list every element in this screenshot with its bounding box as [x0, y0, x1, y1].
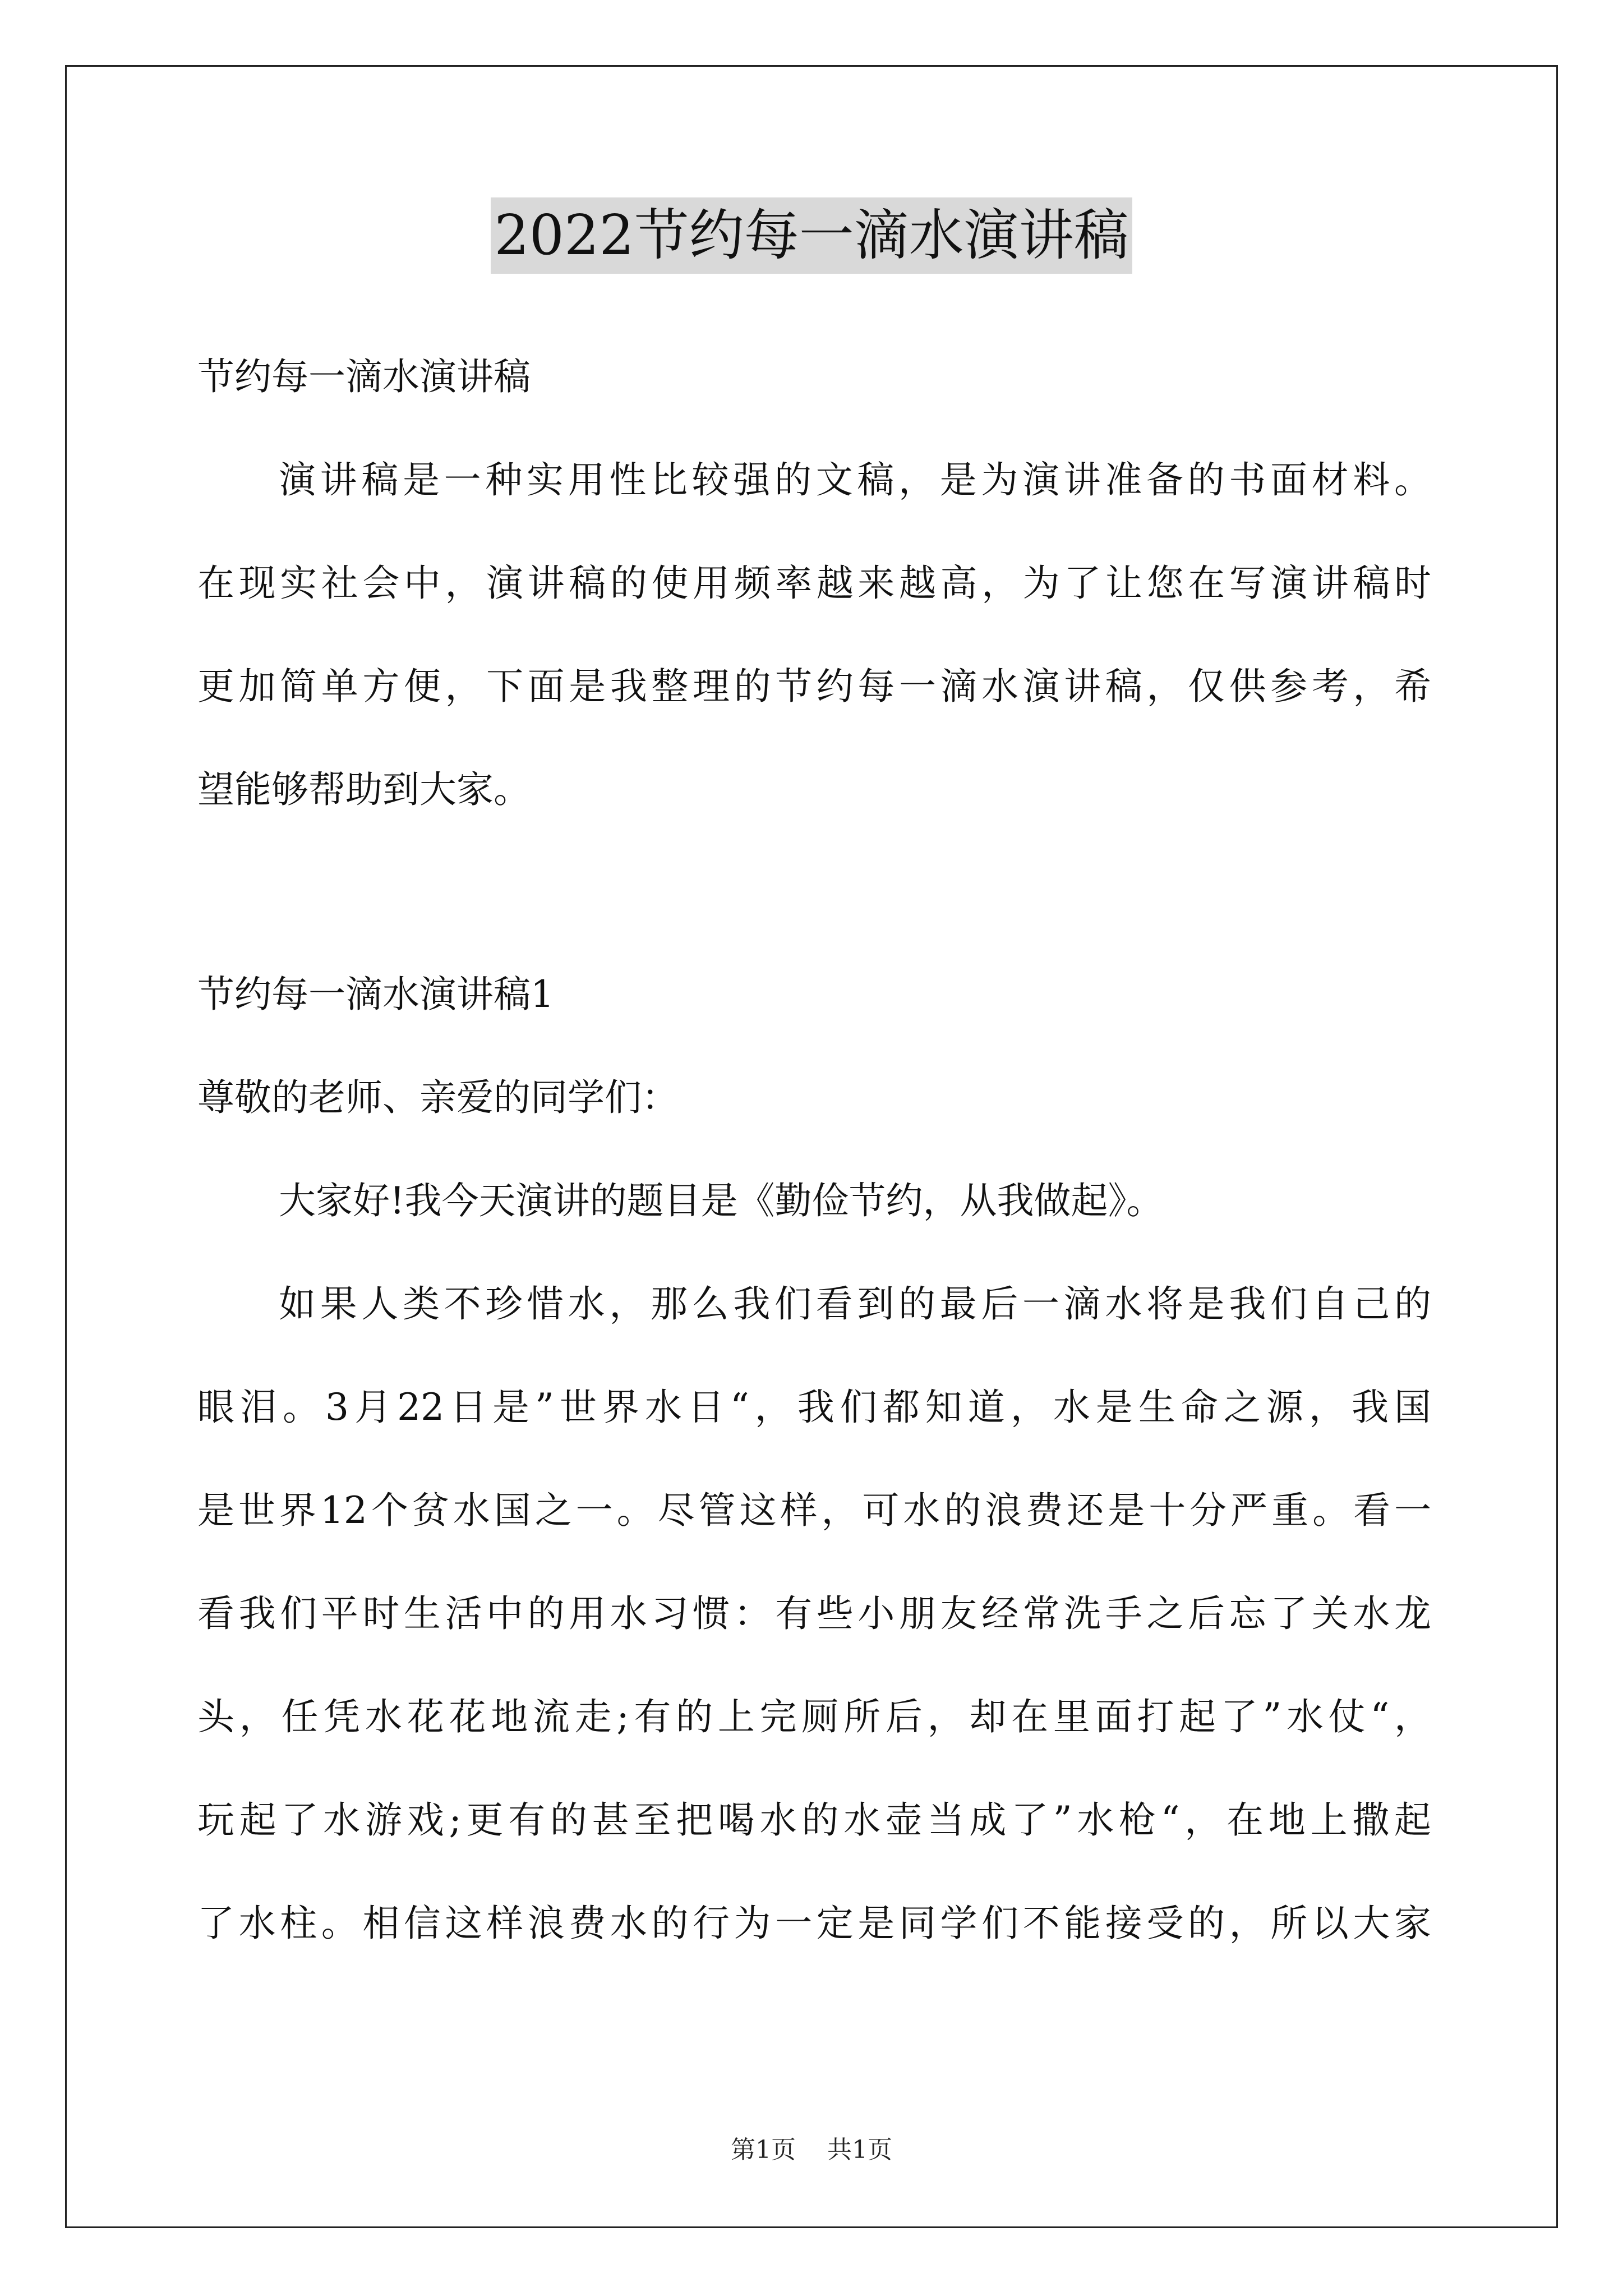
paragraph-line: 了水柱。相信这样浪费水的行为一定是同学们不能接受的，所以大家 [197, 1902, 1431, 1945]
paragraph-line: 玩起了水游戏;更有的甚至把喝水的水壶当成了”水枪“，在地上撒起 [197, 1798, 1431, 1842]
title-container [0, 197, 1623, 274]
paragraph-line: 看我们平时生活中的用水习惯：有些小朋友经常洗手之后忘了关水龙 [197, 1592, 1431, 1635]
page-total: 共1页 [827, 2136, 892, 2164]
paragraph-line: 是世界12个贫水国之一。尽管这样，可水的浪费还是十分严重。看一 [197, 1489, 1431, 1532]
paragraph-line: 眼泪。3月22日是”世界水日“，我们都知道，水是生命之源，我国 [197, 1386, 1431, 1429]
paragraph-line: 大家好!我今天演讲的题目是《勤俭节约，从我做起》。 [279, 1179, 1164, 1222]
page-footer [0, 2133, 1623, 2167]
paragraph-line: 在现实社会中，演讲稿的使用频率越来越高，为了让您在写演讲稿时 [197, 562, 1431, 605]
document-title: 2022节约每一滴水演讲稿 [491, 197, 1132, 274]
paragraph-line: 更加简单方便，下面是我整理的节约每一滴水演讲稿，仅供参考，希 [197, 665, 1431, 708]
paragraph-line: 演讲稿是一种实用性比较强的文稿，是为演讲准备的书面材料。 [279, 458, 1431, 501]
section-heading: 节约每一滴水演讲稿1 [197, 973, 554, 1016]
salutation: 尊敬的老师、亲爱的同学们： [197, 1076, 679, 1119]
paragraph-line: 如果人类不珍惜水，那么我们看到的最后一滴水将是我们自己的 [279, 1282, 1431, 1326]
paragraph-line: 头，任凭水花花地流走;有的上完厕所后，却在里面打起了”水仗“， [197, 1695, 1431, 1738]
page-number: 第1页 [731, 2136, 796, 2164]
paragraph-line: 望能够帮助到大家。 [197, 768, 531, 811]
document-subtitle: 节约每一滴水演讲稿 [197, 355, 531, 398]
